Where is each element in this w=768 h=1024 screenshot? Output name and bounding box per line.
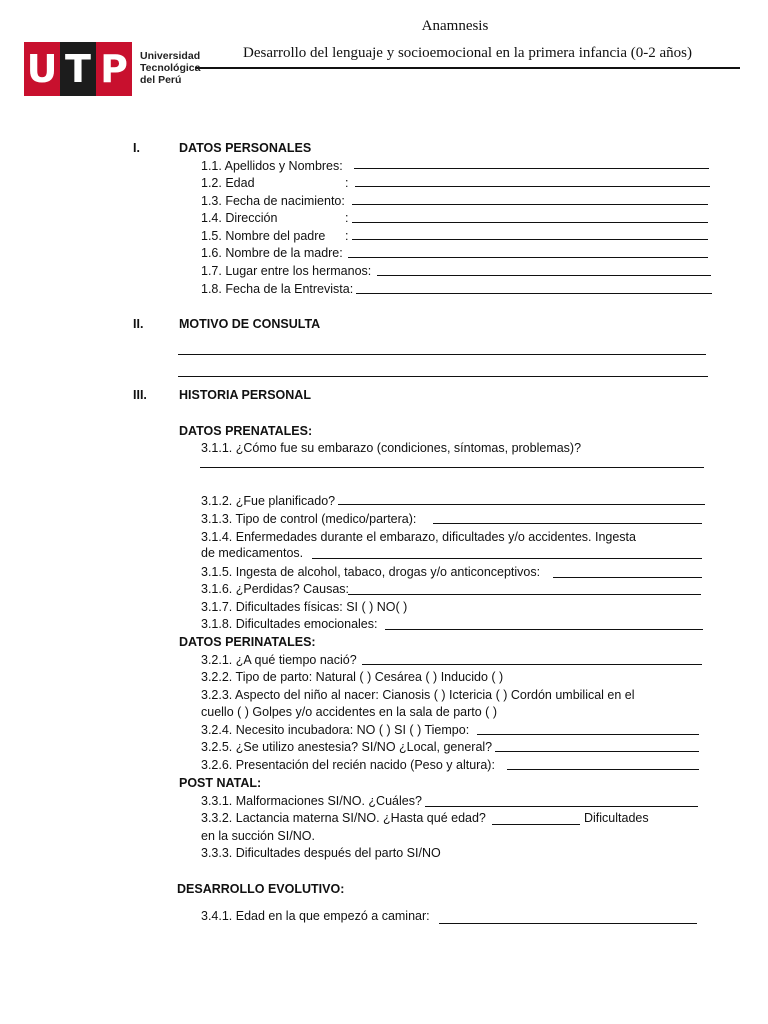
logo-letter-u: U bbox=[26, 47, 58, 91]
utp-logo bbox=[24, 42, 201, 96]
field-blank-nombre-madre[interactable] bbox=[348, 257, 708, 258]
field-blank-3-3-2[interactable] bbox=[492, 824, 580, 825]
field-blank-3-1-2[interactable] bbox=[338, 504, 705, 505]
field-label-nombre-madre: 1.6. Nombre de la madre: bbox=[201, 246, 343, 260]
field-label-3-1-8: 3.1.8. Dificultades emocionales: bbox=[201, 617, 378, 631]
field-blank-motivo-1[interactable] bbox=[178, 354, 706, 355]
logo-text-line: del Perú bbox=[140, 74, 182, 86]
field-colon: : bbox=[345, 176, 349, 190]
section-title-historia-personal: HISTORIA PERSONAL bbox=[179, 388, 311, 402]
section-number-1: I. bbox=[133, 141, 140, 155]
field-label-3-1-5: 3.1.5. Ingesta de alcohol, tabaco, drogas y/o anticonceptivos: bbox=[201, 565, 541, 579]
field-label-3-3-1: 3.3.1. Malformaciones SI/NO. ¿Cuáles? bbox=[201, 794, 422, 808]
field-label-3-1-3: 3.1.3. Tipo de control (medico/partera): bbox=[201, 512, 417, 526]
field-label-lugar-hermanos: 1.7. Lugar entre los hermanos: bbox=[201, 264, 372, 278]
logo-text-line: Universidad bbox=[140, 50, 201, 62]
field-label-3-2-5: 3.2.5. ¿Se utilizo anestesia? SI/NO ¿Local, general? bbox=[201, 740, 493, 754]
field-blank-3-1-3[interactable] bbox=[433, 523, 702, 524]
subsection-title-post-natal: POST NATAL: bbox=[179, 776, 262, 790]
field-blank-3-1-8[interactable] bbox=[385, 629, 703, 630]
field-blank-nombre-padre[interactable] bbox=[352, 239, 708, 240]
logo-text-line: Tecnológica bbox=[140, 62, 201, 74]
field-label-3-1-4: 3.1.4. Enfermedades durante el embarazo, dificultades y/o accidentes. Ingesta bbox=[201, 530, 636, 544]
document-title: Anamnesis bbox=[421, 18, 489, 34]
logo-letter-t: T bbox=[65, 47, 91, 91]
field-label-edad: 1.2. Edad bbox=[201, 176, 255, 190]
subsection-title-perinatales: DATOS PERINATALES: bbox=[179, 635, 316, 649]
field-blank-3-2-5[interactable] bbox=[495, 751, 699, 752]
field-blank-3-2-6[interactable] bbox=[507, 769, 699, 770]
field-label-3-2-3-cont: cuello ( ) Golpes y/o accidentes en la sala de parto ( ) bbox=[201, 705, 497, 719]
document-subtitle: Desarrollo del lenguaje y socioemocional en la primera infancia (0-2 años) bbox=[243, 45, 692, 61]
logo-wordmark bbox=[140, 50, 200, 86]
field-blank-3-4-1[interactable] bbox=[439, 923, 697, 924]
field-label-3-3-2: 3.3.2. Lactancia materna SI/NO. ¿Hasta qué edad? bbox=[201, 811, 486, 825]
section-title-datos-personales: DATOS PERSONALES bbox=[179, 141, 312, 155]
field-label-3-2-4: 3.2.4. Necesito incubadora: NO ( ) SI ( ) Tiempo: bbox=[201, 723, 470, 737]
subsection-title-desarrollo-evolutivo: DESARROLLO EVOLUTIVO: bbox=[177, 882, 345, 896]
field-colon: : bbox=[345, 211, 349, 225]
field-label-3-1-2: 3.1.2. ¿Fue planificado? bbox=[201, 494, 336, 508]
section-number-3: III. bbox=[133, 388, 147, 402]
field-label-fecha-entrevista: 1.8. Fecha de la Entrevista: bbox=[201, 282, 354, 296]
field-label-3-2-6: 3.2.6. Presentación del recién nacido (Peso y altura): bbox=[201, 758, 495, 772]
field-label-3-1-6: 3.1.6. ¿Perdidas? Causas: bbox=[201, 582, 349, 596]
field-blank-lugar-hermanos[interactable] bbox=[377, 275, 711, 276]
field-label-3-3-2-dificultades: Dificultades bbox=[584, 811, 649, 825]
field-blank-fecha-entrevista[interactable] bbox=[356, 293, 712, 294]
field-label-fecha-nacimiento: 1.3. Fecha de nacimiento: bbox=[201, 194, 345, 208]
field-label-3-2-2: 3.2.2. Tipo de parto: Natural ( ) Cesárea ( ) Inducido ( ) bbox=[201, 670, 504, 684]
field-blank-nombres[interactable] bbox=[354, 168, 709, 169]
field-label-direccion: 1.4. Dirección bbox=[201, 211, 278, 225]
section-title-motivo-consulta: MOTIVO DE CONSULTA bbox=[179, 317, 321, 331]
field-blank-direccion[interactable] bbox=[352, 222, 708, 223]
field-blank-3-3-1[interactable] bbox=[425, 806, 698, 807]
field-label-3-1-4-cont: de medicamentos. bbox=[201, 546, 304, 560]
field-blank-3-1-6[interactable] bbox=[348, 594, 701, 595]
field-blank-3-2-4[interactable] bbox=[477, 734, 699, 735]
field-label-3-1-7: 3.1.7. Dificultades físicas: SI ( ) NO( ) bbox=[201, 600, 408, 614]
field-blank-motivo-2[interactable] bbox=[178, 376, 708, 377]
field-label-nombre-padre: 1.5. Nombre del padre bbox=[201, 229, 326, 243]
logo-letter-p: P bbox=[100, 47, 128, 91]
field-label-nombres: 1.1. Apellidos y Nombres: bbox=[201, 159, 343, 173]
field-label-3-4-1: 3.4.1. Edad en la que empezó a caminar: bbox=[201, 909, 430, 923]
field-blank-3-1-4[interactable] bbox=[312, 558, 702, 559]
field-label-3-3-2-cont: en la succión SI/NO. bbox=[201, 829, 315, 843]
field-blank-3-2-1[interactable] bbox=[362, 664, 702, 665]
subsection-title-prenatales: DATOS PRENATALES: bbox=[179, 424, 313, 438]
field-label-3-3-3: 3.3.3. Dificultades después del parto SI/NO bbox=[201, 846, 441, 860]
header-rule bbox=[195, 67, 740, 69]
section-number-2: II. bbox=[133, 317, 144, 331]
field-label-3-2-1: 3.2.1. ¿A qué tiempo nació? bbox=[201, 653, 357, 667]
field-blank-3-1-5[interactable] bbox=[553, 577, 702, 578]
field-blank-fecha-nacimiento[interactable] bbox=[352, 204, 708, 205]
field-colon: : bbox=[345, 229, 349, 243]
field-label-3-2-3: 3.2.3. Aspecto del niño al nacer: Cianosis ( ) Ictericia ( ) Cordón umbilical en el bbox=[201, 688, 635, 702]
field-blank-edad[interactable] bbox=[355, 186, 710, 187]
field-label-3-1-1: 3.1.1. ¿Cómo fue su embarazo (condiciones, síntomas, problemas)? bbox=[201, 441, 582, 455]
field-blank-3-1-1[interactable] bbox=[200, 467, 704, 468]
